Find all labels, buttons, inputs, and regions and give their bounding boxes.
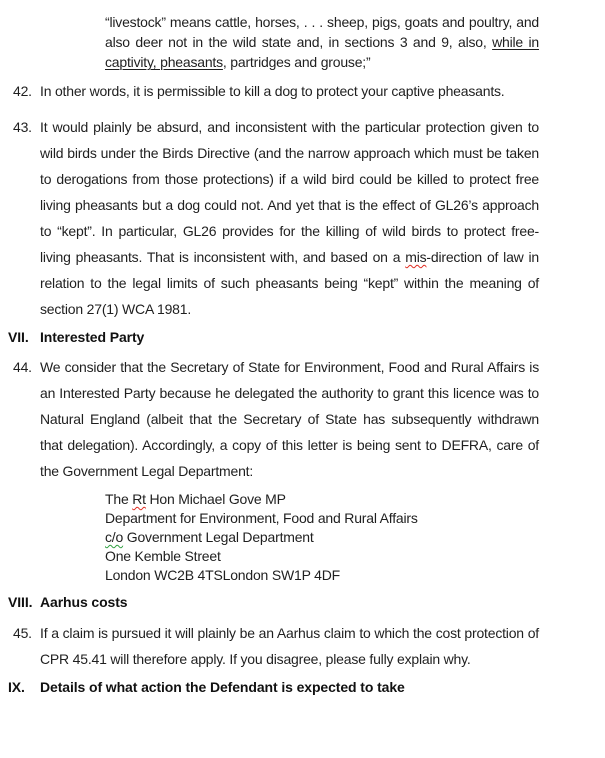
- address-line3-rest: Government Legal Department: [123, 529, 314, 545]
- heading-interested-party: [8, 328, 565, 346]
- paragraph-44: [13, 354, 539, 484]
- address-line-street: One Kemble Street: [105, 548, 221, 564]
- address-line-care-of: [105, 528, 605, 547]
- paragraph-43-number: 43.: [13, 119, 32, 135]
- heading-ix-numeral: IX.: [8, 679, 25, 695]
- heading-viii-label: Aarhus costs: [40, 594, 128, 610]
- blockquote-text-before: “livestock” means cattle, horses, . . . sheep, pigs, goats and poultry, and also deer not in the wild state and, in sections 3 and 9, also,: [105, 14, 539, 50]
- heading-vii-numeral: VII.: [8, 329, 29, 345]
- heading-ix-label: Details of what action the Defendant is expected to take: [40, 679, 405, 695]
- address-line1-rest: Hon Michael Gove MP: [145, 491, 286, 507]
- paragraph-44-text: We consider that the Secretary of State for Environment, Food and Rural Affairs is an Interested Party because he delegated the authority to grant this licence was to Natural England (albeit that the Secretary of State has subsequently withdrawn that delegation). Accordingly, a copy of this letter is being sent to DEFRA, care of the Government Legal Department:: [40, 359, 539, 479]
- paragraph-43: [13, 114, 539, 322]
- blockquote-livestock-definition: [105, 12, 539, 72]
- blockquote-underlined-phrase: while in captivity, pheasants: [105, 34, 540, 70]
- address-block: [105, 490, 605, 585]
- paragraph-43-text-before: It would plainly be absurd, and inconsistent with the particular protection given to wild birds under the Birds Directive (and the narrow approach which must be taken to derogations from those protections) if a wild bird could be killed to protect free living pheasants but a dog could not. And yet that is the effect of GL26’s approach to “kept”. In particular, GL26 provides for the killing of wild birds to protect free-living pheasants. That is inconsistent with, and based on a: [40, 119, 539, 265]
- heading-details-of-action: [8, 678, 565, 696]
- heading-aarhus-costs: [8, 593, 565, 611]
- heading-vii-label: Interested Party: [40, 329, 145, 345]
- paragraph-42: [13, 78, 539, 104]
- address-line1-text: The: [105, 491, 133, 507]
- heading-viii-numeral: VIII.: [8, 594, 33, 610]
- paragraph-42-text: In other words, it is permissible to kill a dog to protect your captive pheasants.: [40, 83, 505, 99]
- grammar-flagged-co: c/o: [105, 529, 124, 545]
- blockquote-text-after: , partridges and grouse;”: [222, 54, 371, 70]
- address-line-recipient: [105, 490, 605, 509]
- spellcheck-flagged-rt: Rt: [132, 491, 146, 507]
- paragraph-44-number: 44.: [13, 359, 32, 375]
- paragraph-45-number: 45.: [13, 625, 32, 641]
- paragraph-45: [13, 620, 539, 672]
- address-line-city: London WC2B 4TSLondon SW1P 4DF: [105, 567, 340, 583]
- paragraph-42-number: 42.: [13, 83, 32, 99]
- paragraph-45-text: If a claim is pursued it will plainly be an Aarhus claim to which the cost protection of CPR 45.41 will therefore apply. If you disagree, please fully explain why.: [40, 625, 539, 667]
- paragraph-43-text-after: -direction of law in relation to the legal limits of such pheasants being “kept” within the meaning of section 27(1) WCA 1981.: [40, 249, 539, 317]
- spellcheck-flagged-word: mis: [405, 249, 427, 265]
- address-line-department: Department for Environment, Food and Rural Affairs: [105, 510, 418, 526]
